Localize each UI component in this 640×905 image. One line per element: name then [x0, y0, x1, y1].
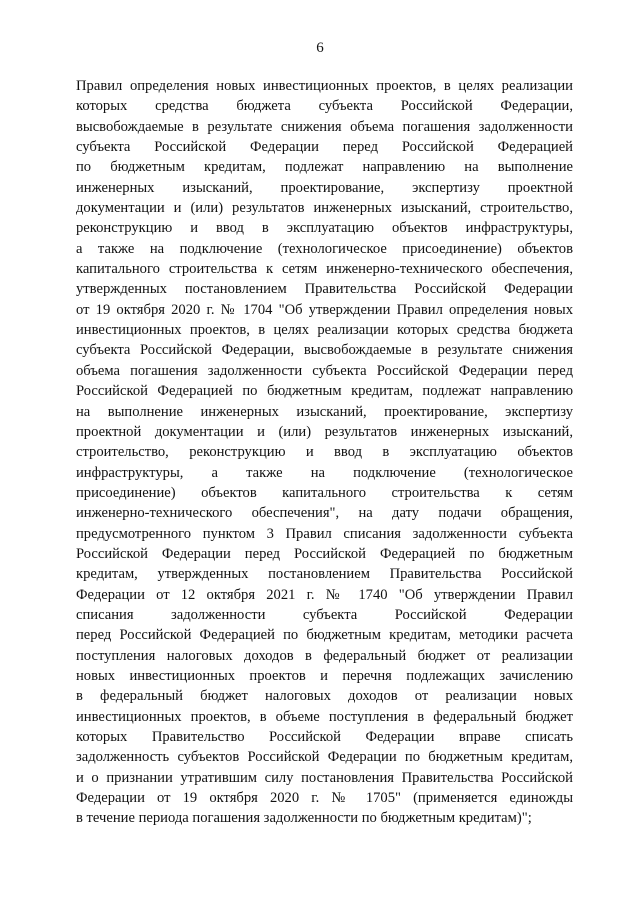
- text-line: проектной документации и (или) результатов инженерных изысканий,: [76, 423, 573, 440]
- text-line: в течение периода погашения задолженности по бюджетным кредитам)";: [76, 810, 532, 827]
- text-line: Федерации от 12 октября 2021 г. № 1740 "Об утверждении Правил: [76, 586, 573, 603]
- text-line: и о признании утратившим силу постановления Правительства Российской: [76, 769, 573, 786]
- page-number: 6: [316, 40, 324, 56]
- text-line: новых инвестиционных проектов и перечня подлежащих зачислению: [76, 667, 573, 684]
- text-line: которых средства бюджета субъекта Российской Федерации,: [76, 98, 573, 115]
- text-line: инвестиционных проектов, в целях реализации которых средства бюджета: [76, 322, 573, 339]
- text-line: поступления налоговых доходов в федеральный бюджет от реализации: [76, 647, 573, 664]
- text-line: строительство, реконструкцию и ввод в эксплуатацию объектов: [76, 444, 573, 461]
- text-line: кредитам, утвержденных постановлением Правительства Российской: [76, 566, 573, 583]
- body-paragraph: [76, 76, 573, 829]
- text-line: по бюджетным кредитам, подлежат направлению на выполнение: [76, 159, 573, 176]
- text-line: объема погашения задолженности субъекта Российской Федерации перед: [76, 362, 573, 379]
- text-line: присоединение) объектов капитального строительства к сетям: [76, 484, 573, 501]
- text-line: Правил определения новых инвестиционных проектов, в целях реализации: [76, 78, 573, 94]
- text-line: Российской Федерацией по бюджетным кредитам, подлежат направлению: [76, 383, 573, 400]
- text-line: инженерно-технического обеспечения", на дату подачи обращения,: [76, 505, 573, 522]
- text-line: высвобождаемые в результате снижения объема погашения задолженности: [76, 118, 573, 135]
- text-line: списания задолженности субъекта Российской Федерации: [76, 606, 573, 623]
- text-line: на выполнение инженерных изысканий, проектирование, экспертизу: [76, 403, 573, 420]
- text-line: в федеральный бюджет налоговых доходов от реализации новых: [76, 688, 573, 705]
- text-line: инженерных изысканий, проектирование, экспертизу проектной: [76, 179, 573, 196]
- text-line: субъекта Российской Федерации перед Российской Федерацией: [76, 139, 573, 156]
- text-line: Федерации от 19 октября 2020 г. № 1705" (применяется единожды: [76, 790, 573, 807]
- text-line: задолженность субъектов Российской Федерации по бюджетным кредитам,: [76, 749, 573, 766]
- text-line: документации и (или) результатов инженерных изысканий, строительство,: [76, 200, 573, 217]
- text-line: реконструкцию и ввод в эксплуатацию объектов инфраструктуры,: [76, 220, 573, 237]
- text-line: от 19 октября 2020 г. № 1704 "Об утверждении Правил определения новых: [76, 301, 573, 318]
- text-line: утвержденных постановлением Правительства Российской Федерации: [76, 281, 573, 298]
- text-line: которых Правительство Российской Федерации вправе списать: [76, 729, 573, 745]
- text-line: инфраструктуры, а также на подключение (технологическое: [76, 464, 573, 481]
- text-line: субъекта Российской Федерации, высвобождаемые в результате снижения: [76, 342, 573, 359]
- text-line: а также на подключение (технологическое присоединение) объектов: [76, 240, 573, 257]
- text-line: предусмотренного пунктом 3 Правил списания задолженности субъекта: [76, 525, 573, 542]
- text-line: капитального строительства к сетям инженерно-технического обеспечения,: [76, 261, 573, 278]
- text-line: перед Российской Федерацией по бюджетным кредитам, методики расчета: [76, 627, 573, 644]
- text-line: Российской Федерации перед Российской Федерацией по бюджетным: [76, 545, 573, 562]
- text-line: инвестиционных проектов, в объеме поступления в федеральный бюджет: [76, 708, 573, 725]
